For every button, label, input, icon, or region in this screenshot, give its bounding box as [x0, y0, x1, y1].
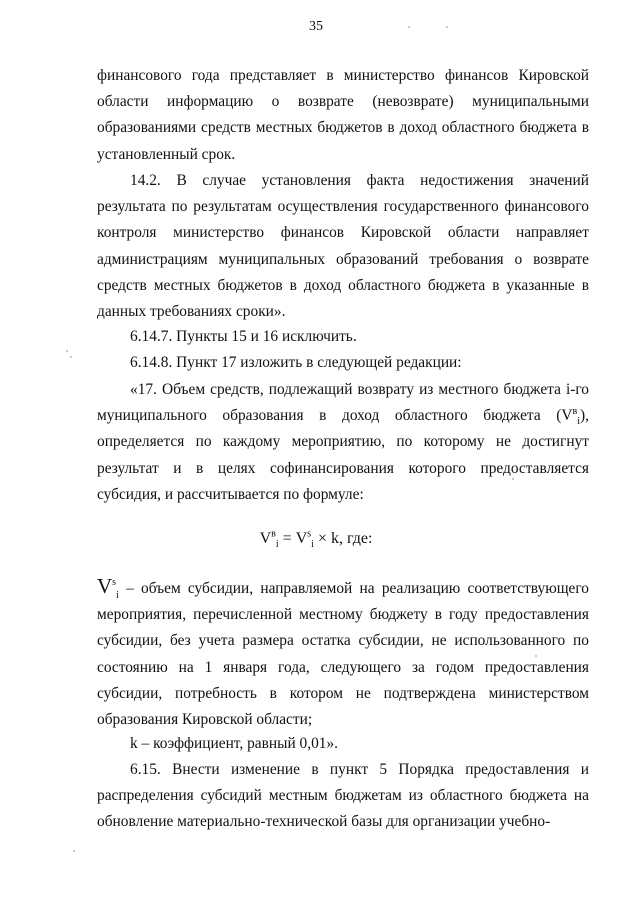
- scan-dot: [512, 478, 514, 480]
- paragraph-text-before-symbol: «17. Объем средств, подлежащий возврату из местного бюджета i-го муниципального образования в доход областного бюджета (: [97, 381, 589, 425]
- scan-dot: [70, 356, 72, 358]
- v-i-v-symbol: $V^в_i$: [561, 406, 581, 428]
- paragraph-17: [97, 377, 589, 508]
- scan-dot: [66, 350, 68, 352]
- scan-dot: [73, 850, 75, 852]
- paragraph-financial-year: [97, 63, 589, 168]
- paragraph-text: 6.15. Внести изменение в пункт 5 Порядка предоставления и распределения субсидий местным бюджетам из областного бюджета на обновление материально-технической базы для организации учебно-: [97, 761, 589, 831]
- paragraph-text: 6.14.7. Пункты 15 и 16 исключить.: [130, 328, 357, 345]
- formula-rhs: $V^s_i$: [295, 528, 314, 551]
- scan-dot: [446, 26, 448, 28]
- v-i-s-symbol: $V^s_i$: [97, 574, 119, 602]
- paragraph-text: k – коэффициент, равный 0,01».: [130, 735, 339, 752]
- paragraph-text: финансового года представляет в министерство финансов Кировской области информацию о возврате (невозврате) муниципальными образованиями средств местных бюджетов в доход областного бюджета в установленный срок.: [97, 67, 589, 163]
- formula-line: [0, 528, 632, 551]
- scan-dot: [408, 26, 410, 28]
- scan-dot: [535, 655, 537, 657]
- paragraph-6-14-8: [97, 350, 589, 376]
- definition-text: – объем субсидии, направляемой на реализацию соответствующего мероприятия, перечисленной местному бюджету в году предоставления субсидии, без учета размера остатка субсидии, не использованного по состоянию на 1 января года, следующего за годом предоставления субсидии, потребность в котором не подтверждена министерством образования Кировской области;: [97, 580, 589, 729]
- formula-lhs: $V^в_i$: [259, 528, 279, 551]
- paragraph-text: 14.2. В случае установления факта недостижения значений результата по результатам осуществления государственного финансового контроля министерство финансов Кировской области направляет администрациям муниципальных образований требования о возврате средств местных бюджетов в доход областного бюджета в указанные в данных требованиях сроки».: [97, 172, 589, 321]
- paragraph-text: 6.14.8. Пункт 17 изложить в следующей редакции:: [130, 354, 462, 371]
- paragraph-text-after-symbol: ), определяется по каждому мероприятию, по которому не достигнут результат и в целях софинансирования которого предоставляется субсидия, и рассчитывается по формуле:: [97, 407, 589, 503]
- paragraph-14-2: [97, 168, 589, 325]
- paragraph-vs-definition: [97, 573, 589, 733]
- paragraph-text: [97, 377, 589, 508]
- formula-equals: =: [278, 530, 296, 547]
- formula-tail: × k, где:: [313, 530, 373, 547]
- paragraph-6-14-7: [97, 324, 589, 350]
- page-number: 35: [309, 19, 323, 34]
- paragraph-6-15: [97, 757, 589, 836]
- paragraph-coefficient: [97, 731, 589, 757]
- paragraph-text: [97, 573, 589, 733]
